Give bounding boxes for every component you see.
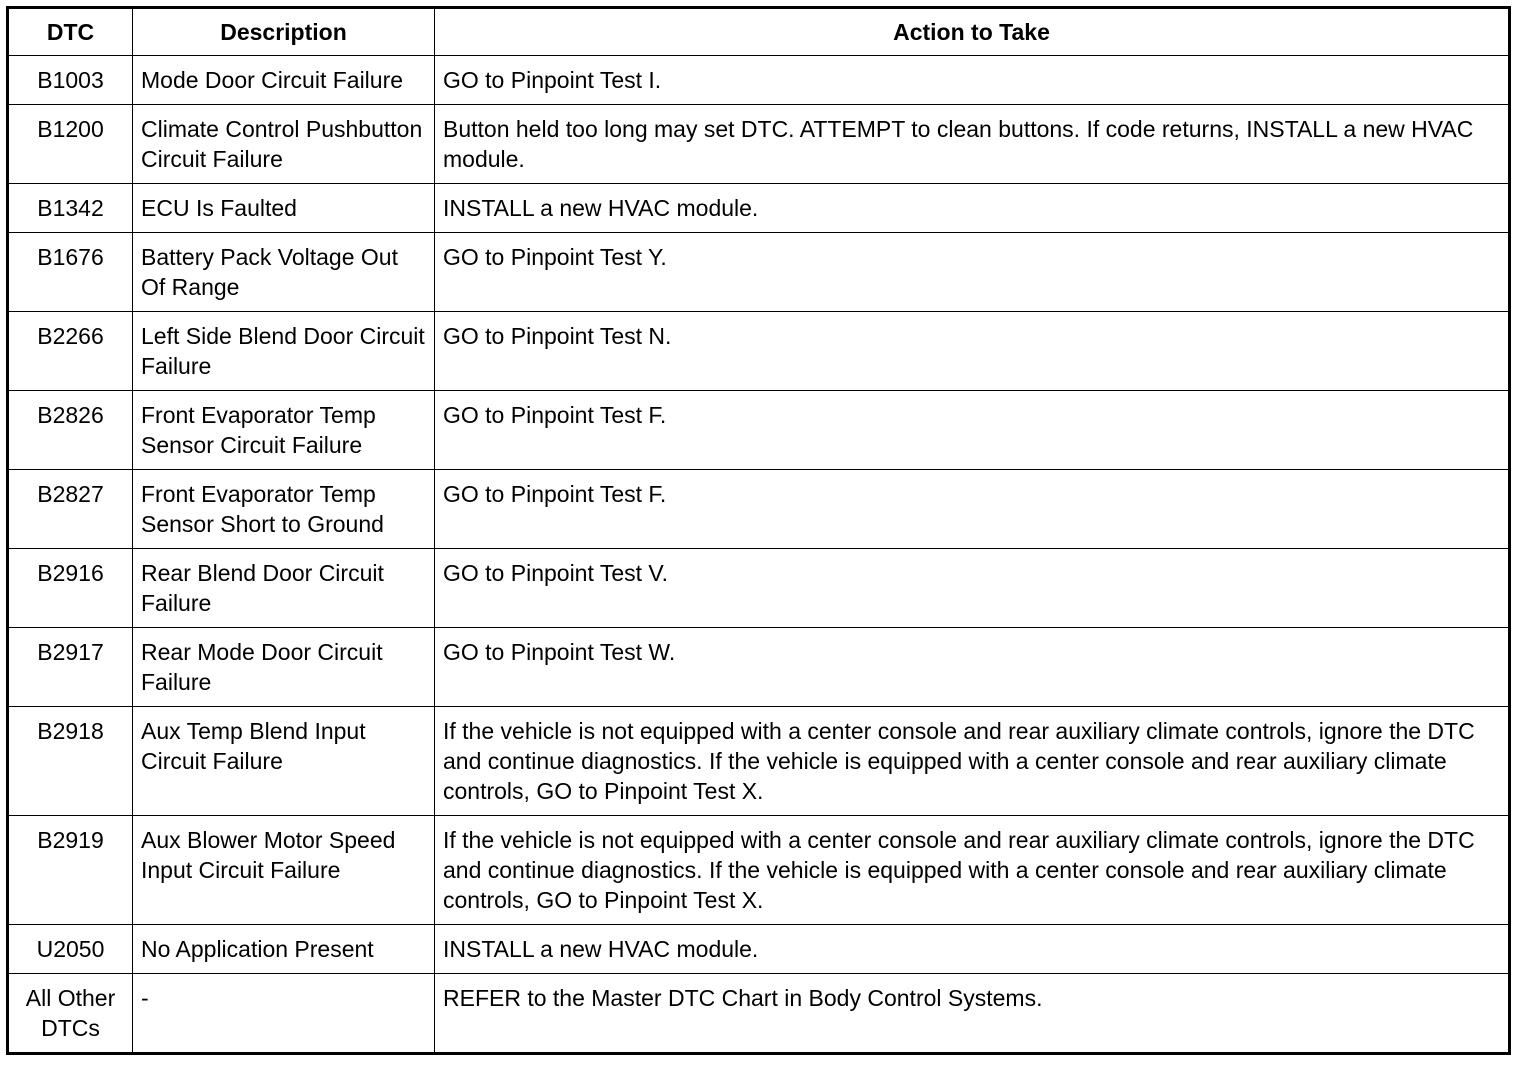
dtc-action: GO to Pinpoint Test V. [435,549,1510,628]
dtc-code: B2266 [8,312,133,391]
table-row [8,105,1510,184]
table-row [8,707,1510,816]
dtc-code: B1676 [8,233,133,312]
dtc-description: Rear Blend Door Circuit Failure [133,549,435,628]
dtc-action: If the vehicle is not equipped with a center console and rear auxiliary climate controls, ignore the DTC and continue diagnostics. If the vehicle is equipped with a center console and rear auxiliary climate controls, GO to Pinpoint Test X. [435,707,1510,816]
dtc-description: - [133,974,435,1054]
dtc-action: INSTALL a new HVAC module. [435,184,1510,233]
table-row [8,925,1510,974]
dtc-code: B2918 [8,707,133,816]
table-row [8,233,1510,312]
dtc-description: Front Evaporator Temp Sensor Short to Ground [133,470,435,549]
dtc-code: B2919 [8,816,133,925]
dtc-code: B1342 [8,184,133,233]
dtc-action: Button held too long may set DTC. ATTEMPT to clean buttons. If code returns, INSTALL a new HVAC module. [435,105,1510,184]
dtc-table-container [6,6,1508,1055]
table-row [8,391,1510,470]
dtc-description: ECU Is Faulted [133,184,435,233]
dtc-code: B1200 [8,105,133,184]
dtc-description: Rear Mode Door Circuit Failure [133,628,435,707]
dtc-code: B2826 [8,391,133,470]
dtc-action: INSTALL a new HVAC module. [435,925,1510,974]
dtc-description: Aux Temp Blend Input Circuit Failure [133,707,435,816]
table-row [8,312,1510,391]
table-row [8,816,1510,925]
dtc-action: GO to Pinpoint Test I. [435,56,1510,105]
header-action: Action to Take [435,8,1510,56]
dtc-description: No Application Present [133,925,435,974]
header-description: Description [133,8,435,56]
table-row [8,470,1510,549]
dtc-code: U2050 [8,925,133,974]
dtc-code: B2917 [8,628,133,707]
table-row [8,974,1510,1054]
dtc-action: GO to Pinpoint Test Y. [435,233,1510,312]
header-row [8,8,1510,56]
table-row [8,184,1510,233]
dtc-action: REFER to the Master DTC Chart in Body Control Systems. [435,974,1510,1054]
dtc-table [6,6,1511,1055]
dtc-action: GO to Pinpoint Test W. [435,628,1510,707]
table-row [8,628,1510,707]
dtc-description: Battery Pack Voltage Out Of Range [133,233,435,312]
dtc-action: GO to Pinpoint Test F. [435,391,1510,470]
dtc-code: B2827 [8,470,133,549]
dtc-code: B2916 [8,549,133,628]
table-row [8,56,1510,105]
dtc-action: GO to Pinpoint Test F. [435,470,1510,549]
dtc-description: Front Evaporator Temp Sensor Circuit Failure [133,391,435,470]
dtc-description: Aux Blower Motor Speed Input Circuit Failure [133,816,435,925]
dtc-description: Climate Control Pushbutton Circuit Failure [133,105,435,184]
dtc-action: GO to Pinpoint Test N. [435,312,1510,391]
header-dtc: DTC [8,8,133,56]
dtc-description: Left Side Blend Door Circuit Failure [133,312,435,391]
dtc-code: B1003 [8,56,133,105]
dtc-description: Mode Door Circuit Failure [133,56,435,105]
table-row [8,549,1510,628]
dtc-code: All Other DTCs [8,974,133,1054]
dtc-action: If the vehicle is not equipped with a center console and rear auxiliary climate controls, ignore the DTC and continue diagnostics. If the vehicle is equipped with a center console and rear auxiliary climate controls, GO to Pinpoint Test X. [435,816,1510,925]
